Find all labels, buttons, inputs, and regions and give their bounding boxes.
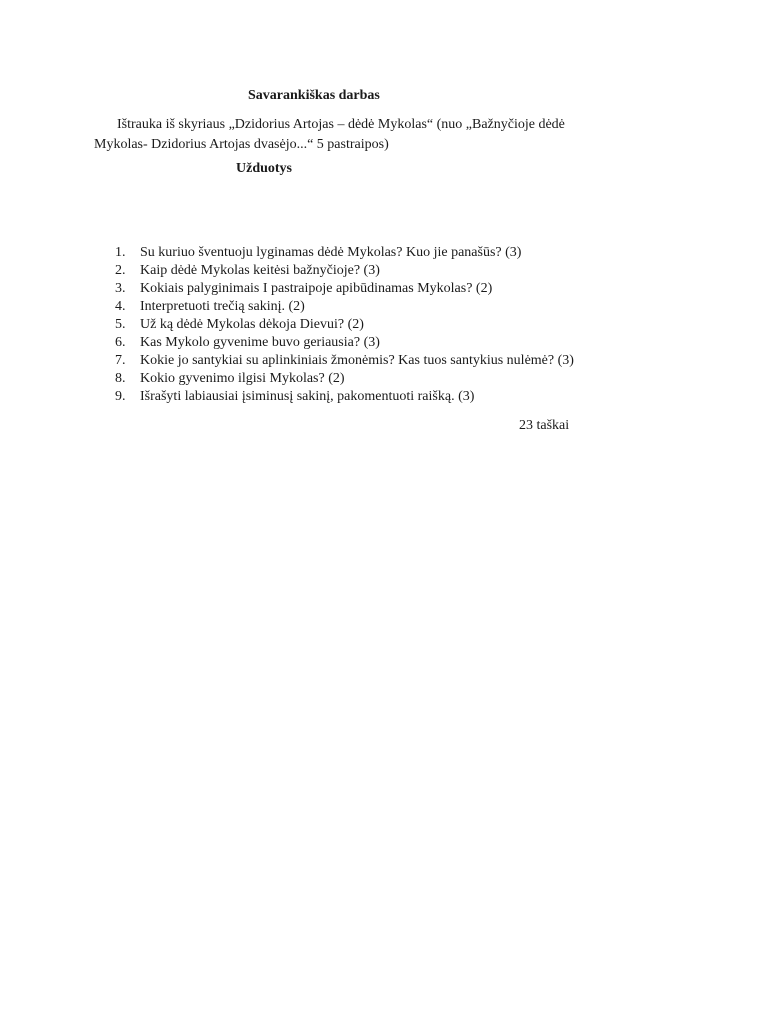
task-number: 2. (115, 263, 126, 278)
task-number: 3. (115, 281, 126, 296)
task-item-5 (110, 316, 574, 334)
task-text: Kokie jo santykiai su aplinkiniais žmonėmis? Kas tuos santykius nulėmė? (3) (140, 353, 574, 368)
intro-paragraph (94, 115, 624, 155)
task-item-4 (110, 298, 574, 316)
task-item-8 (110, 370, 574, 388)
intro-line-2: Mykolas- Dzidorius Artojas dvasėjo...“ 5 pastraipos) (94, 137, 389, 152)
task-text: Kokiais palyginimais I pastraipoje apibūdinamas Mykolas? (2) (140, 281, 493, 296)
intro-line-1: Ištrauka iš skyriaus „Dzidorius Artojas – dėdė Mykolas“ (nuo „Bažnyčioje dėdė (117, 117, 565, 132)
task-text: Su kuriuo šventuoju lyginamas dėdė Mykolas? Kuo jie panašūs? (3) (140, 245, 522, 260)
task-number: 8. (115, 371, 126, 386)
task-text: Kas Mykolo gyvenime buvo geriausia? (3) (140, 335, 380, 350)
task-text: Interpretuoti trečią sakinį. (2) (140, 299, 305, 314)
task-item-6 (110, 334, 574, 352)
task-item-7 (110, 352, 574, 370)
task-item-9 (110, 388, 574, 406)
task-text: Išrašyti labiausiai įsiminusį sakinį, pakomentuoti raišką. (3) (140, 389, 475, 404)
task-text: Kokio gyvenimo ilgisi Mykolas? (2) (140, 371, 345, 386)
task-text: Už ką dėdė Mykolas dėkoja Dievui? (2) (140, 317, 364, 332)
total-points: 23 taškai (519, 418, 570, 433)
task-number: 1. (115, 245, 126, 260)
task-number: 7. (115, 353, 126, 368)
task-item-3 (110, 280, 574, 298)
task-number: 6. (115, 335, 126, 350)
task-number: 5. (115, 317, 126, 332)
task-list (110, 244, 574, 406)
task-text: Kaip dėdė Mykolas keitėsi bažnyčioje? (3) (140, 263, 380, 278)
task-number: 9. (115, 389, 126, 404)
task-item-2 (110, 262, 574, 280)
task-number: 4. (115, 299, 126, 314)
tasks-heading: Užduotys (236, 161, 293, 176)
document-title: Savarankiškas darbas (248, 88, 380, 103)
task-item-1 (110, 244, 574, 262)
